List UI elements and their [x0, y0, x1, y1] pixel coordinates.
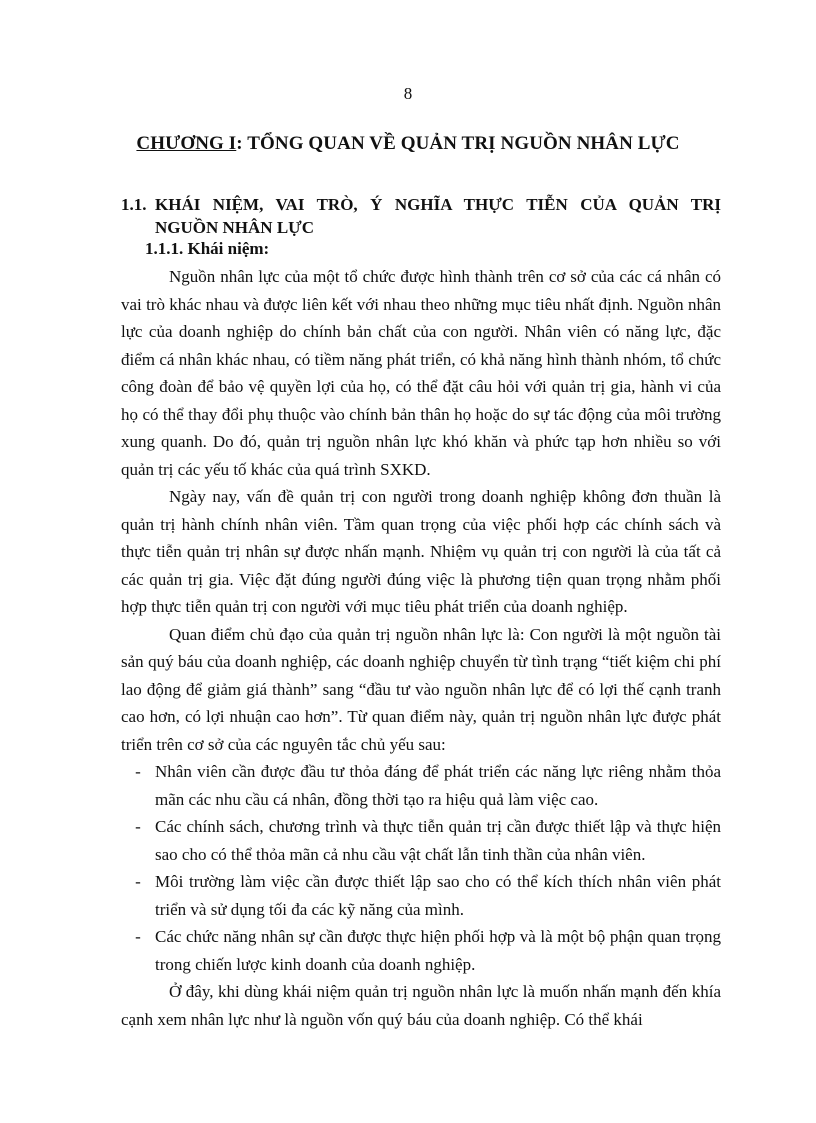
bullet-dash: - — [135, 817, 141, 836]
bullet-text: Môi trường làm việc cần được thiết lập sao cho có thể kích thích nhân viên phát triển và sử dụng tối đa các kỹ năng của mình. — [155, 872, 721, 919]
bullet-text: Các chức năng nhân sự cần được thực hiện phối hợp và là một bộ phận quan trọng trong chiến lược kinh doanh của doanh nghiệp. — [155, 927, 721, 974]
bullet-item — [121, 923, 721, 978]
section-heading — [121, 193, 721, 239]
section-title-line-1: KHÁI NIỆM, VAI TRÒ, Ý NGHĨA THỰC TIỄN CỦA QUẢN TRỊ — [155, 195, 721, 214]
section-title-line-2: NGUỒN NHÂN LỰC — [155, 218, 314, 237]
bullet-text: Nhân viên cần được đầu tư thỏa đáng để phát triển các năng lực riêng nhằm thỏa mãn các nhu cầu cá nhân, đồng thời tạo ra hiệu quả làm việc cao. — [155, 762, 721, 809]
paragraph: Quan điểm chủ đạo của quản trị nguồn nhân lực là: Con người là một nguồn tài sản quý báu của doanh nghiệp, các doanh nghiệp chuyển từ tình trạng “tiết kiệm chi phí lao động để giảm giá thành” sang “đầu tư vào nguồn nhân lực để có lợi thế cạnh tranh cao hơn, có lợi nhuận cao hơn”. Từ quan điểm này, quản trị nguồn nhân lực được phát triển trên cơ sở của các nguyên tắc chủ yếu sau: — [121, 624, 721, 754]
chapter-title-prefix: CHƯƠNG I — [136, 133, 237, 154]
body-text — [121, 263, 721, 1033]
bullet-item — [121, 758, 721, 813]
chapter-title-rest: : TỔNG QUAN VỀ QUẢN TRỊ NGUỒN NHÂN LỰC — [236, 133, 680, 154]
bullet-dash: - — [135, 762, 141, 781]
section-number: 1.1. — [121, 195, 147, 214]
bullet-text: Các chính sách, chương trình và thực tiễn quản trị cần được thiết lập và thực hiện sao cho có thể thỏa mãn cả nhu cầu vật chất lẫn tinh thần của nhân viên. — [155, 817, 721, 864]
subsection-heading: 1.1.1. Khái niệm: — [145, 239, 270, 258]
paragraph: Ngày nay, vấn đề quản trị con người trong doanh nghiệp không đơn thuần là quản trị hành chính nhân viên. Tầm quan trọng của việc phối hợp các chính sách và thực tiễn quản trị nhân sự được nhấn mạnh. Nhiệm vụ quản trị con người là của tất cả các quản trị gia. Việc đặt đúng người đúng việc là phương tiện quan trọng nhằm phối hợp thực tiễn quản trị con người với mục tiêu phát triển của doanh nghiệp. — [121, 487, 721, 616]
bullet-dash: - — [135, 872, 141, 891]
bullet-dash: - — [135, 927, 141, 946]
chapter-title — [0, 133, 816, 155]
page-number: 8 — [403, 84, 413, 103]
bullet-item — [121, 868, 721, 923]
paragraph: Ở đây, khi dùng khái niệm quản trị nguồn nhân lực là muốn nhấn mạnh đến khía cạnh xem nhân lực như là nguồn vốn quý báu của doanh nghiệp. Có thể khái — [121, 982, 721, 1029]
paragraph: Nguồn nhân lực của một tổ chức được hình thành trên cơ sở của các cá nhân có vai trò khác nhau và được liên kết với nhau theo những mục tiêu nhất định. Nguồn nhân lực của doanh nghiệp do chính bản chất của con người. Nhân viên có năng lực, đặc điểm cá nhân khác nhau, có tiềm năng phát triển, có khả năng hình thành nhóm, tổ chức công đoàn để bảo vệ quyền lợi của họ, có thể đặt câu hỏi với quản trị gia, hành vi của họ có thể thay đổi phụ thuộc vào chính bản thân họ hoặc do sự tác động của môi trường xung quanh. Do đó, quản trị nguồn nhân lực khó khăn và phức tạp hơn nhiều so với quản trị các yếu tố khác của quá trình SXKD. — [121, 267, 721, 479]
bullet-item — [121, 813, 721, 868]
